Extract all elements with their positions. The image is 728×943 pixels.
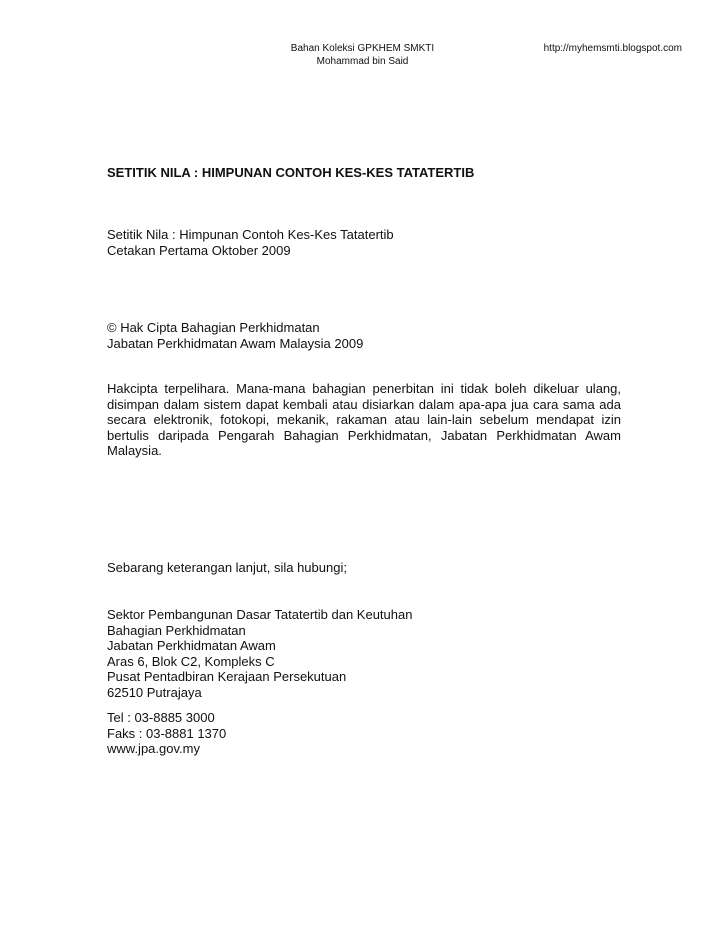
address-line: Sektor Pembangunan Dasar Tatatertib dan Keutuhan	[107, 607, 413, 622]
copyright-block	[107, 320, 621, 351]
contact-intro: Sebarang keterangan lanjut, sila hubungi;	[107, 560, 347, 575]
address-block	[107, 607, 621, 700]
website-link[interactable]: www.jpa.gov.my	[107, 741, 200, 756]
address-line: Jabatan Perkhidmatan Awam	[107, 638, 276, 653]
edition-block	[107, 227, 621, 258]
document-title: SETITIK NILA : HIMPUNAN CONTOH KES-KES TATATERTIB	[107, 165, 475, 180]
page-header-collection	[250, 42, 475, 68]
copyright-line-2: Jabatan Perkhidmatan Awam Malaysia 2009	[107, 335, 364, 351]
address-line: Bahagian Perkhidmatan	[107, 622, 246, 638]
header-url: http://myhemsmti.blogspot.com	[543, 43, 682, 54]
address-line: Pusat Pentadbiran Kerajaan Persekutuan	[107, 669, 347, 684]
edition-printing: Cetakan Pertama Oktober 2009	[107, 242, 291, 258]
header-author: Mohammad bin Said	[316, 56, 409, 67]
edition-name: Setitik Nila : Himpunan Contoh Kes-Kes Tatatertib	[107, 227, 394, 242]
contact-block	[107, 710, 621, 757]
telephone-number: Tel : 03-8885 3000	[107, 710, 215, 725]
copyright-line-1: © Hak Cipta Bahagian Perkhidmatan	[107, 320, 320, 335]
fax-number: Faks : 03-8881 1370	[107, 725, 227, 741]
header-collection-name: Bahan Koleksi GPKHEM SMKTI	[290, 43, 435, 54]
address-line: 62510 Putrajaya	[107, 684, 202, 700]
address-line: Aras 6, Blok C2, Kompleks C	[107, 653, 275, 669]
rights-notice-paragraph: Hakcipta terpelihara. Mana-mana bahagian penerbitan ini tidak boleh dikeluar ulang, disimpan dalam sistem dapat kembali atau disiarkan dalam apa-apa jua cara sama ada secara elektronik, fotokopi, mekanik, rakaman atau lain-lain sebelum mendapat izin bertulis daripada Pengarah Bahagian Perkhidmatan, Jabatan Perkhidmatan Awam Malaysia.	[107, 381, 621, 458]
